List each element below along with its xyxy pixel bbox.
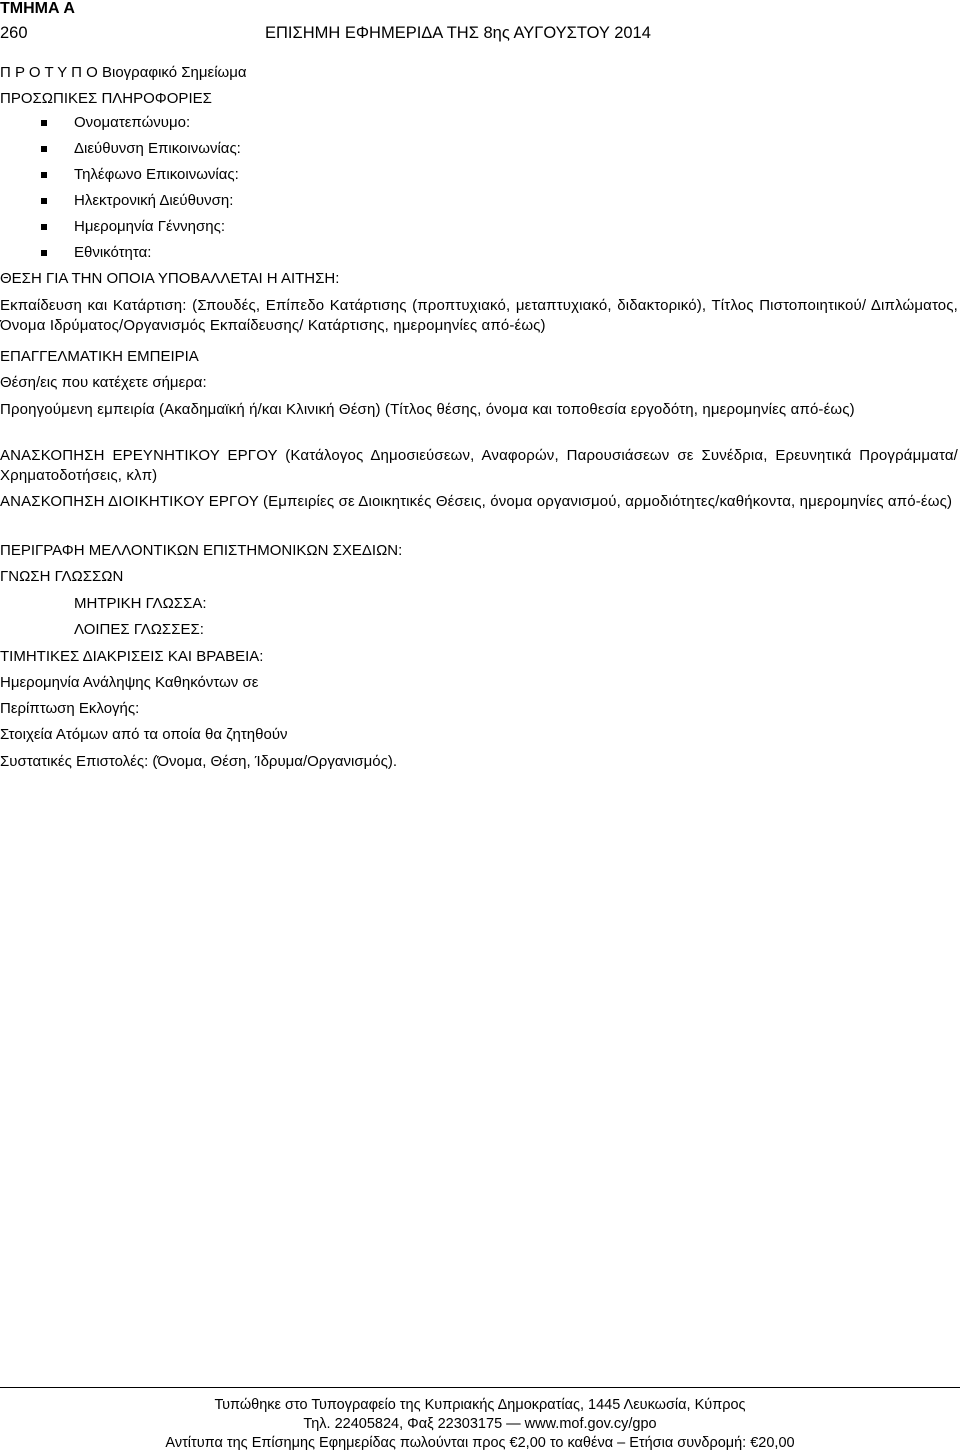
start-date-label: Ημερομηνία Ανάληψης Καθηκόντων σε [0, 674, 259, 691]
bullet-icon [41, 172, 47, 178]
list-item: Ηλεκτρονική Διεύθυνση: [74, 192, 234, 209]
bullet-icon [41, 198, 47, 204]
previous-experience-paragraph: Προηγούμενη εμπειρία (Ακαδημαϊκή ή/και Κλινική Θέση) (Τίτλος θέσης, όνομα και τοποθεσία εργοδότη, ημερομηνίες από-έως) [0, 401, 855, 418]
admin-overview-paragraph: ΑΝΑΣΚΟΠΗΣΗ ΔΙΟΙΚΗΤΙΚΟΥ ΕΡΓΟΥ (Εμπειρίες σε Διοικητικές Θέσεις, όνομα οργανισμού, αρμοδιότητες/καθήκοντα, ημερομηνίες από-έως) [0, 493, 953, 510]
page-number: 260 [0, 24, 28, 42]
languages-heading: ΓΝΩΣΗ ΓΛΩΣΣΩΝ [0, 568, 124, 585]
referees-label: Στοιχεία Ατόμων από τα οποία θα ζητηθούν [0, 726, 288, 743]
mother-tongue-label: ΜΗΤΡΙΚΗ ΓΛΩΣΣΑ: [74, 595, 207, 612]
list-item: Εθνικότητα: [74, 244, 152, 261]
bullet-icon [41, 224, 47, 230]
current-position-label: Θέση/εις που κατέχετε σήμερα: [0, 374, 207, 391]
election-case-label: Περίπτωση Εκλογής: [0, 700, 140, 717]
experience-heading: ΕΠΑΓΓΕΛΜΑΤΙΚΗ ΕΜΠΕΙΡΙΑ [0, 348, 199, 365]
section-label: ΤΜΗΜΑ Α [0, 0, 75, 17]
education-paragraph: Εκπαίδευση και Κατάρτιση: (Σπουδές, Επίπεδο Κατάρτισης (προπτυχιακό, μεταπτυχιακό, διδακτορικό), Τίτλος Πιστοποιητικού/ Διπλώματος, Όνομα Ιδρύματος/Οργανισμός Εκπαίδευσης/ Κατάρτισης, ημερομηνίες από-έως) [0, 297, 958, 334]
list-item: Ημερομηνία Γέννησης: [74, 218, 225, 235]
footer-printer: Τυπώθηκε στο Τυπογραφείο της Κυπριακής Δημοκρατίας, 1445 Λευκωσία, Κύπρος [214, 1397, 746, 1413]
bullet-icon [41, 250, 47, 256]
footer-contact: Τηλ. 22405824, Φαξ 22303175 — www.mof.gov.cy/gpo [303, 1416, 657, 1432]
research-overview-paragraph: ΑΝΑΣΚΟΠΗΣΗ ΕΡΕΥΝΗΤΙΚΟΥ ΕΡΓΟΥ (Κατάλογος Δημοσιεύσεων, Αναφορών, Παρουσιάσεων σε Συνέδρια, Ερευνητικά Προγράμματα/Χρηματοδοτήσεις, κλπ) [0, 447, 958, 484]
honors-heading: ΤΙΜΗΤΙΚΕΣ ΔΙΑΚΡΙΣΕΙΣ ΚΑΙ ΒΡΑΒΕΙΑ: [0, 648, 264, 665]
other-languages-label: ΛΟΙΠΕΣ ΓΛΩΣΣΕΣ: [74, 621, 204, 638]
gazette-title: ΕΠΙΣΗΜΗ ΕΦΗΜΕΡΙΔΑ ΤΗΣ 8ης ΑΥΓΟΥΣΤΟΥ 2014 [265, 24, 651, 42]
future-plans-heading: ΠΕΡΙΓΡΑΦΗ ΜΕΛΛΟΝΤΙΚΩΝ ΕΠΙΣΤΗΜΟΝΙΚΩΝ ΣΧΕΔΙΩΝ: [0, 542, 403, 559]
template-title: Π Ρ Ο Τ Υ Π Ο Βιογραφικό Σημείωμα [0, 64, 247, 81]
list-item: Ονοματεπώνυμο: [74, 114, 191, 131]
list-item: Διεύθυνση Επικοινωνίας: [74, 140, 241, 157]
bullet-icon [41, 120, 47, 126]
footer-divider [0, 1387, 960, 1388]
position-heading: ΘΕΣΗ ΓΙΑ ΤΗΝ ΟΠΟΙΑ ΥΠΟΒΑΛΛΕΤΑΙ Η ΑΙΤΗΣΗ: [0, 270, 340, 287]
list-item: Τηλέφωνο Επικοινωνίας: [74, 166, 239, 183]
recommendation-letters-label: Συστατικές Επιστολές: (Όνομα, Θέση, Ίδρυμα/Οργανισμός). [0, 753, 397, 770]
bullet-icon [41, 146, 47, 152]
personal-info-heading: ΠΡΟΣΩΠΙΚΕΣ ΠΛΗΡΟΦΟΡΙΕΣ [0, 90, 212, 107]
footer-prices: Αντίτυπα της Επίσημης Εφημερίδας πωλούνται προς €2,00 το καθένα – Ετήσια συνδρομή: €20,00 [165, 1435, 795, 1451]
